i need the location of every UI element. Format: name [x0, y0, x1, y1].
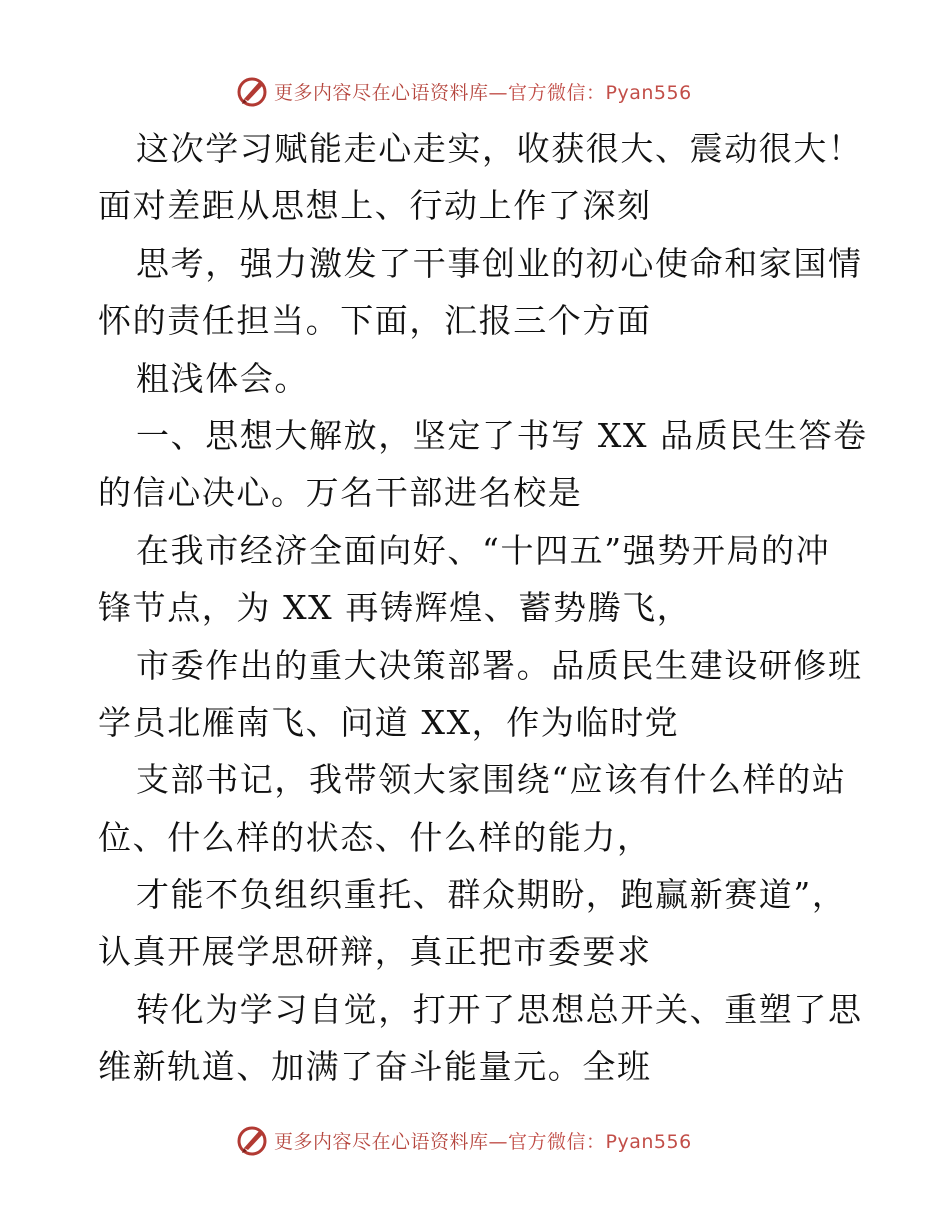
document-body: [98, 120, 868, 1096]
pen-logo-icon: [234, 73, 270, 109]
footer-wechat-label: 官方微信：: [508, 1130, 606, 1153]
text-line: 一、思想大解放，坚定了书写 XX 品质民生答卷: [136, 415, 868, 455]
text-line: 转化为学习自觉，打开了思想总开关、重塑了思: [136, 989, 863, 1029]
text-line: 面对差距从思想上、行动上作了深刻: [98, 186, 652, 226]
header-watermark: [234, 71, 714, 111]
text-line: 这次学习赋能走心走实，收获很大、震动很大！: [136, 129, 863, 168]
header-wechat-label: 官方微信：: [508, 81, 606, 104]
footer-site: 更多内容尽在心语资料库: [274, 1130, 489, 1153]
footer-text: [274, 1127, 692, 1154]
text-line: 市委作出的重大决策部署。品质民生建设研修班: [136, 645, 863, 685]
footer-wechat-id: Pyan556: [605, 1130, 692, 1153]
text-line: 认真开展学思研辩，真正把市委要求: [98, 932, 652, 972]
text-line: 维新轨道、加满了奋斗能量元。全班: [98, 1047, 652, 1087]
text-line: 的信心决心。万名干部进名校是: [98, 473, 583, 513]
text-line: 怀的责任担当。下面，汇报三个方面: [98, 301, 652, 341]
text-line: 才能不负组织重托、群众期盼，跑赢新赛道”，: [136, 875, 847, 915]
footer-dash: —: [488, 1130, 509, 1153]
text-line: 位、什么样的状态、什么样的能力，: [98, 817, 652, 857]
text-line: 学员北雁南飞、问道 XX，作为临时党: [98, 702, 680, 742]
header-site: 更多内容尽在心语资料库: [274, 81, 489, 104]
header-dash: —: [488, 81, 509, 104]
text-line: 在我市经济全面向好、“十四五”强势开局的冲: [136, 530, 831, 570]
header-wechat-id: Pyan556: [605, 81, 692, 104]
pen-logo-icon: [234, 1122, 270, 1158]
footer-watermark: [234, 1120, 714, 1160]
text-line: 锋节点，为 XX 再铸辉煌、蓄势腾飞，: [98, 588, 692, 628]
text-line: 支部书记，我带领大家围绕“应该有什么样的站: [136, 760, 847, 800]
text-line: 粗浅体会。: [136, 358, 309, 398]
text-line: 思考，强力激发了干事创业的初心使命和家国情: [136, 243, 863, 283]
header-text: [274, 78, 692, 105]
